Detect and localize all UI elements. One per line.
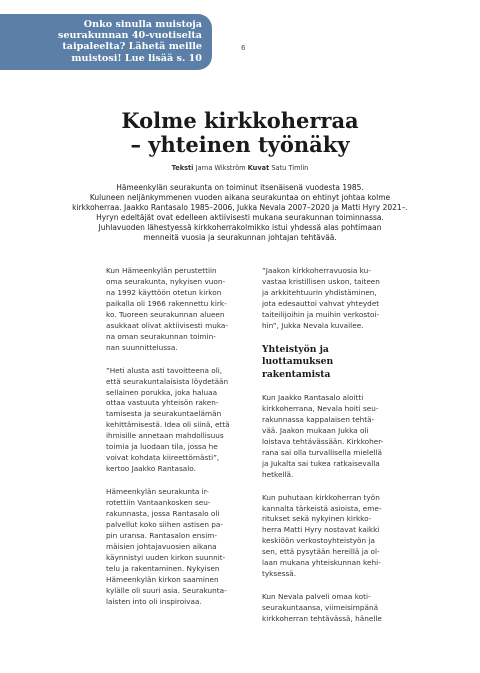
body-paragraph: ”Heti alusta asti tavoitteena oli, että seurakuntalaisista löydetään sellainen porukka, joka haluaa ottaa vastuuta yhteisön raken- tamisesta ja seurakuntaelämän kehittämisestä. Idea oli siinä, että ihmisille annetaan mahdollisuus toimia ja luodaan tila, jossa he voivat kohdata kiireettömästi”, kertoo Jaakko Rantasalo. [106,365,230,474]
page-number: 6 [241,44,246,52]
body-paragraph: Kun puhutaan kirkkoherran työn kannalta tärkeistä asioista, eme- ritukset sekä nykyinen kirkko- herra Matti Hyry nostavat kaikki keskiöön verkostoyhteistyön ja sen, että pysytään hereillä ja ol- laan mukana yhteiskunnan kehi- tyksessä. [262,492,382,579]
promo-text: Onko sinulla muistoja seurakunnan 40-vuotiselta taipaleelta? Lähetä meille muistosi! Lue lisää s. 10 [57,19,202,64]
byline-text-label: Teksti [171,164,194,172]
body-paragraph: ”Jaakon kirkkoherravuosia ku- vastaa kristillisen uskon, taiteen ja arkkitehtuurin yhdistäminen, jota edesauttoi vahvat yhteydet taiteilijoihin ja muihin verkostoi- hin”, Jukka Nevala kuvailee. [262,266,380,330]
section-subheading: Yhteistyön ja luottamuksen rakentamista [262,343,334,380]
byline-photo-label: Kuvat [247,164,270,172]
body-paragraph: Kun Nevala palveli omaa koti- seurakuntaansa, viimeisimpänä kirkkoherran tehtävässä, hänelle [262,592,382,624]
article-title-line-1: Kolme kirkkoherraa [121,108,359,133]
byline-text-author: Jarna Wikström [195,164,246,172]
article-lede: Hämeenkylän seurakunta on toiminut itsenäisenä vuodesta 1985. Kuluneen neljänkymmenen vuoden aikana seurakuntaa on ehtinyt johtaa kolme kirkkoherraa. Jaakko Rantasalo 1985–2006, Jukka Nevala 2007–2020 ja Matti Hyry 2021–. Hyryn edeltäjät ovat edelleen aktiivisesti mukana seurakunnan toiminnassa. Juhlavuoden lähestyessä kirkkoherrakolmikko istui yhdessä alas pohtimaan menneitä vuosia ja seurakunnan johtajan tehtävää. [72,183,408,242]
body-paragraph: Kun Jaakko Rantasalo aloitti kirkkoherrana, Nevala hoiti seu- rakunnassa kappalaisen tehtä- vää. Jaakon mukaan Jukka oli loistava tehtävässään. Kirkkoher- rana sai olla turvallisella mielellä ja Jukalta sai tukea ratkaisevalla hetkellä. [262,392,384,479]
article-title-line-2: – yhteinen työnäky [130,132,350,157]
body-paragraph: Hämeenkylän seurakunta ir- rotettiin Vantaankosken seu- rakunnasta, jossa Rantasalo oli palvellut koko siihen astisen pa- pin uransa. Rantasalon ensim- mäisien johtajavuosien aikana käynnistyi uuden kirkon suunnit- telu ja rakentaminen. Nykyisen Hämeenkylän kirkon saaminen kylälle oli suuri asia. Seurakunta- laisten into oli inspiroivaa. [106,487,227,606]
byline [0,164,480,172]
promo-callout[interactable] [0,14,212,70]
body-paragraph: Kun Hämeenkylän perustettiin oma seurakunta, nykyisen vuon- na 1992 käyttöön otetun kirkon paikalla oli 1966 rakennettu kirk- ko. Tuoreen seurakunnan alueen asukkaat olivat aktiivisesti muka- na oman seurakunnan toimin- nan suunnittelussa. [106,266,229,352]
left-column [106,266,246,620]
byline-photo-author: Satu Timlin [271,164,309,172]
right-column [262,266,402,637]
